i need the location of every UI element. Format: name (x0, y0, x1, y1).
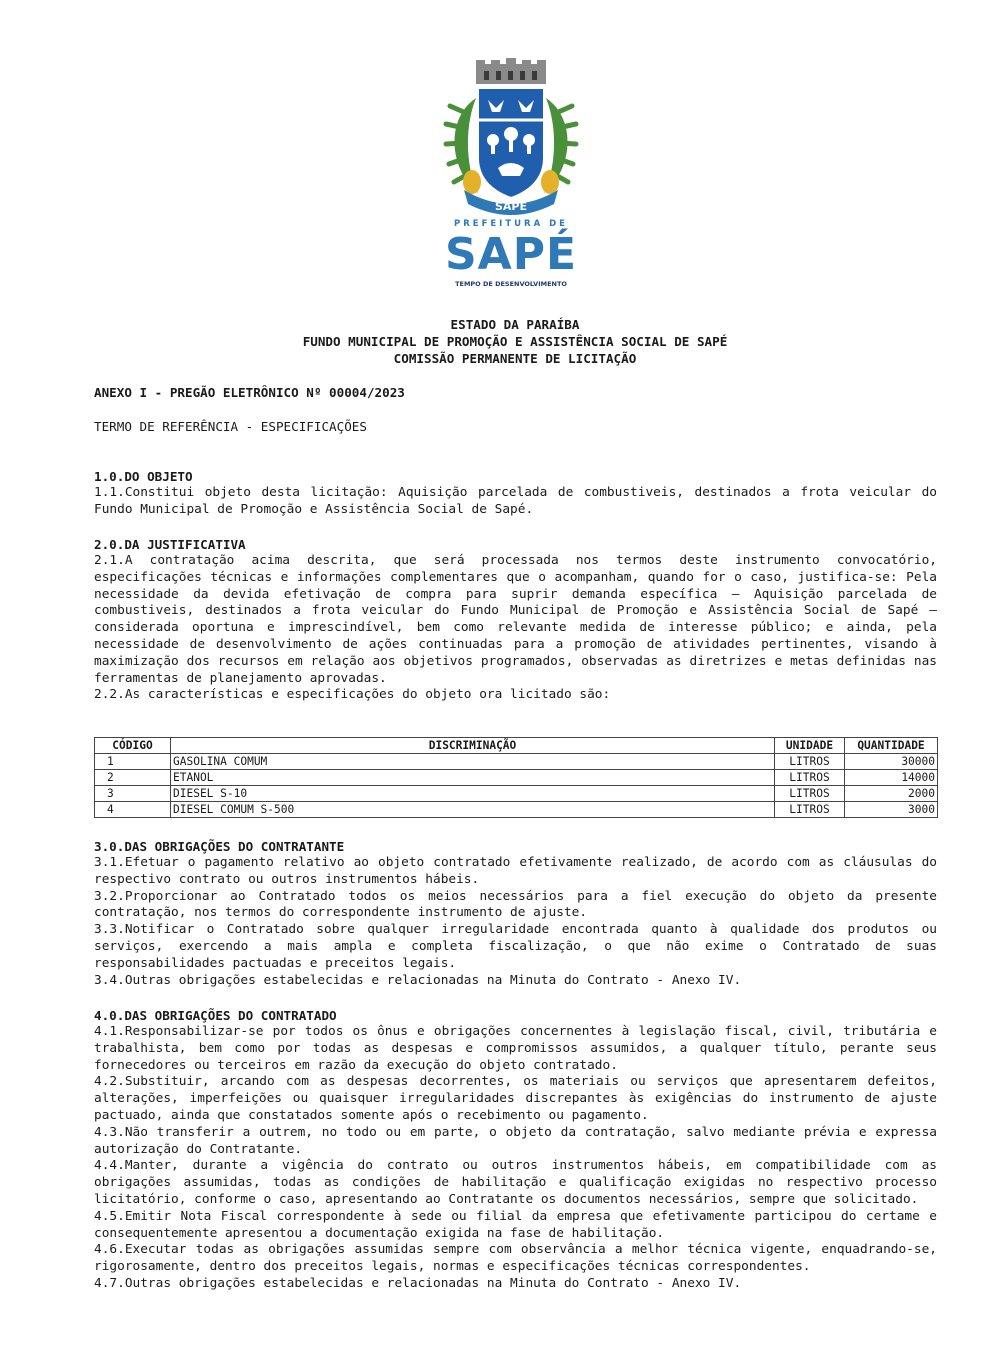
cell-unidade: LITROS (775, 802, 845, 818)
header-state: ESTADO DA PARAÍBA (450, 317, 580, 332)
table-row (95, 770, 938, 786)
section-4-body (94, 1024, 937, 1293)
cell-quantidade: 2000 (845, 786, 938, 802)
section-1-body (94, 485, 937, 519)
table-header-row (95, 738, 938, 754)
paragraph-4-7: 4.7.Outras obrigações estabelecidas e relacionadas na Minuta do Contrato - Anexo IV. (94, 1275, 742, 1291)
paragraph-3-1: 3.1.Efetuar o pagamento relativo ao objeto contratado efetivamente realizado, de acordo com as cláusulas do respectivo contrato ou outros instrumentos hábeis. (94, 855, 937, 887)
cell-quantidade: 3000 (845, 802, 938, 818)
cell-discriminacao: DIESEL S-10 (171, 786, 775, 802)
cell-discriminacao: GASOLINA COMUM (171, 754, 775, 770)
cell-discriminacao: ETANOL (171, 770, 775, 786)
logo-tagline: TEMPO DE DESENVOLVIMENTO (455, 280, 567, 288)
coat-of-arms-icon (436, 58, 586, 218)
paragraph-4-5: 4.5.Emitir Nota Fiscal correspondente à sede ou filial da empresa que efetivamente participou do certame e consequentemente apresentou a documentação exigida na fase de habilitação. (94, 1208, 937, 1241)
section-3-body (94, 855, 937, 989)
cell-discriminacao: DIESEL COMUM S-500 (171, 802, 775, 818)
header-codigo: CÓDIGO (95, 738, 171, 754)
section-3-title: 3.0.DAS OBRIGAÇÕES DO CONTRATANTE (94, 839, 345, 854)
header-fund: FUNDO MUNICIPAL DE PROMOÇÃO E ASSISTÊNCIA SOCIAL DE SAPÉ (302, 334, 728, 349)
cell-unidade: LITROS (775, 786, 845, 802)
section-4-title: 4.0.DAS OBRIGAÇÕES DO CONTRATADO (94, 1008, 337, 1023)
logo-city-name: SAPÉ (444, 229, 578, 280)
logo-prefeitura-text: PREFEITURA DE (453, 219, 568, 229)
items-table (94, 737, 938, 818)
section-2-body (94, 553, 937, 704)
header-unidade: UNIDADE (775, 738, 845, 754)
cell-codigo: 2 (95, 770, 171, 786)
header-quantidade: QUANTIDADE (845, 738, 938, 754)
paragraph-3-3: 3.3.Notificar o Contratado sobre qualquer irregularidade encontrada quanto à qualidade dos produtos ou serviços, exercendo a mais ampla e completa fiscalização, o que não exime o Contratado de suas responsabilidades pactuadas e preceitos legais. (94, 922, 937, 971)
table-row (95, 786, 938, 802)
cell-codigo: 3 (95, 786, 171, 802)
doc-subtitle: TERMO DE REFERÊNCIA - ESPECIFICAÇÕES (94, 419, 367, 434)
cell-quantidade: 30000 (845, 754, 938, 770)
annex-title: ANEXO I - PREGÃO ELETRÔNICO Nº 00004/2023 (94, 385, 405, 400)
table-row (95, 802, 938, 818)
paragraph-2-2: 2.2.As características e especificações do objeto ora licitado são: (94, 687, 611, 703)
cell-quantidade: 14000 (845, 770, 938, 786)
paragraph-1-1: 1.1.Constitui objeto desta licitação: Aquisição parcelada de combustiveis, destinados a frota veicular do Fundo Municipal de Promoção e Assistência Social de Sapé. (94, 485, 937, 517)
paragraph-4-6: 4.6.Executar todas as obrigações assumidas sempre com observância a melhor técnica vigente, enquadrando-se, rigorosamente, dentro dos preceitos legais, normas e especificações técnicas correspondentes. (94, 1242, 937, 1275)
paragraph-3-2: 3.2.Proporcionar ao Contratado todos os meios necessários para a fiel execução do objeto da presente contratação, nos termos do correspondente instrumento de ajuste. (94, 888, 937, 921)
sape-coat-of-arms-logo (436, 58, 586, 294)
table-row (95, 754, 938, 770)
paragraph-3-4: 3.4.Outras obrigações estabelecidas e relacionadas na Minuta do Contrato - Anexo IV. (94, 972, 742, 988)
cell-unidade: LITROS (775, 754, 845, 770)
cell-codigo: 4 (95, 802, 171, 818)
header-commission: COMISSÃO PERMANENTE DE LICITAÇÃO (393, 351, 637, 366)
paragraph-2-1: 2.1.A contratação acima descrita, que será processada nos termos deste instrumento convocatório, especificações técnicas e informações complementares que o acompanham, quando for o caso, justifica-se: Pela necessidade da devida efetivação de compra para suprir demanda específica – Aquisição parcelada de combustiveis, destinados a frota veicular do Fundo Municipal de Promoção e Assistência Social de Sapé – considerada oportuna e imprescindível, bem como relevante medida de interesse público; e ainda, pela necessidade de desenvolvimento de ações continuadas para a promoção de atividades pertinentes, visando à maximização dos recursos em relação aos objetivos programados, observadas as diretrizes e metas definidas nas ferramentas de planejamento aprovadas. (94, 553, 937, 686)
paragraph-4-4: 4.4.Manter, durante a vigência do contrato ou outros instrumentos hábeis, em compatibilidade com as obrigações assumidas, todas as condições de habilitação e qualificação exigidas no respectivo processo licitatório, conforme o caso, apresentando ao Contratante os documentos necessários, sempre que solicitado. (94, 1158, 937, 1207)
cell-unidade: LITROS (775, 770, 845, 786)
paragraph-4-3: 4.3.Não transferir a outrem, no todo ou em parte, o objeto da contratação, salvo mediante prévia e expressa autorização do Contratante. (94, 1124, 937, 1157)
logo-ribbon-text: SAPÉ (494, 200, 528, 213)
cell-codigo: 1 (95, 754, 171, 770)
paragraph-4-1: 4.1.Responsabilizar-se por todos os ônus e obrigações concernentes à legislação fiscal, civil, tributária e trabalhista, bem como por todas as despesas e compromissos assumidos, a qualquer título, perante seus fornecedores ou terceiros em razão da execução do objeto contratado. (94, 1024, 937, 1073)
section-1-title: 1.0.DO OBJETO (94, 469, 193, 484)
section-2-title: 2.0.DA JUSTIFICATIVA (94, 537, 246, 552)
paragraph-4-2: 4.2.Substituir, arcando com as despesas decorrentes, os materiais ou serviços que apresentarem defeitos, alterações, imperfeições ou quaisquer irregularidades discrepantes às exigências do instrumento de ajuste pactuado, ainda que constatados somente após o recebimento ou pagamento. (94, 1074, 937, 1123)
header-discriminacao: DISCRIMINAÇÃO (171, 738, 775, 754)
